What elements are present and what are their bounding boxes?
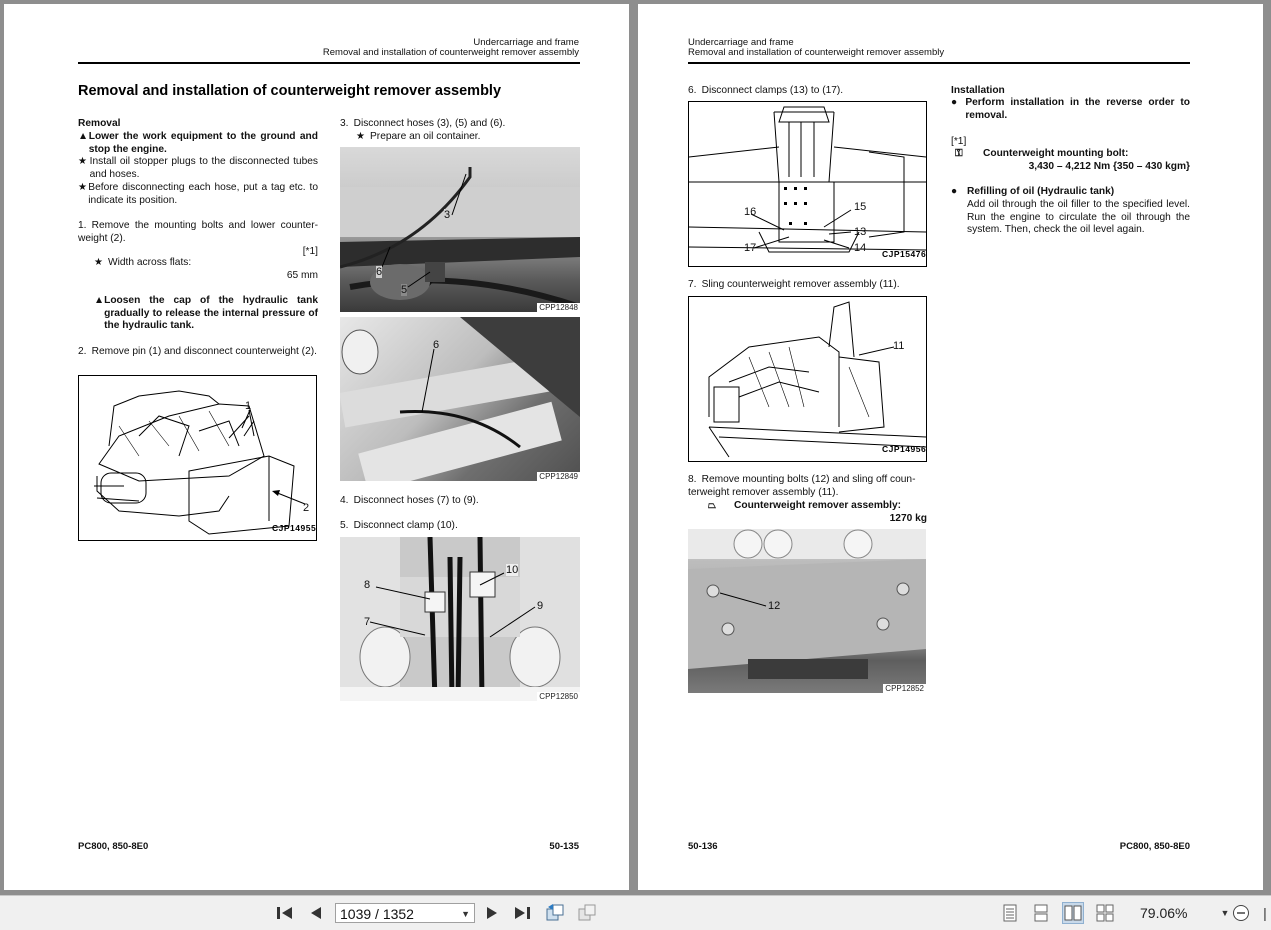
callout-8: 8 xyxy=(364,579,371,591)
warning-note xyxy=(78,131,318,156)
page-header xyxy=(179,38,579,58)
hoses-photo-drawing xyxy=(340,147,580,312)
clamp-photo-drawing xyxy=(340,537,580,701)
zoom-dropdown-chevron-icon[interactable]: ▼ xyxy=(1220,908,1230,918)
warning-note xyxy=(94,295,318,333)
viewer-toolbar xyxy=(0,895,1271,930)
go-forward-view-icon[interactable] xyxy=(576,902,598,924)
two-page-continuous-view-icon[interactable] xyxy=(1094,902,1116,924)
two-page-view-icon[interactable] xyxy=(1062,902,1084,924)
header-subsection: Removal and installation of counterweight remover assembly xyxy=(688,47,945,58)
first-page-icon[interactable] xyxy=(274,902,296,924)
installation-bullet-text: Perform installation in the reverse order to removal. xyxy=(965,97,1190,121)
header-rule xyxy=(688,62,1190,64)
star-note-text: Before disconnecting each hose, put a tag etc. to indicate its position. xyxy=(88,182,318,206)
step-3-star-text: Prepare an oil container. xyxy=(370,131,481,142)
mounting-bolts-photo-drawing xyxy=(688,529,926,693)
step-3: 3. Disconnect hoses (3), (5) and (6). xyxy=(340,118,506,129)
refill-text: Add oil through the oil filler to the specified level. Run the engine to circulate the oil through the system. Then, check the oil level again. xyxy=(967,199,1190,236)
star-icon: ★ xyxy=(356,131,366,142)
step-1-star xyxy=(94,257,191,270)
header-section: Undercarriage and frame xyxy=(473,37,579,48)
installation-bullet xyxy=(951,97,1190,122)
prev-page-icon[interactable] xyxy=(305,902,327,924)
page-header xyxy=(688,38,1088,58)
star-icon: ★ xyxy=(78,156,88,167)
counterweight-drawing xyxy=(79,376,316,540)
step-1-reference: [*1] xyxy=(302,246,318,257)
weight-note xyxy=(708,500,901,513)
hoses-photo xyxy=(340,147,580,312)
header-section: Undercarriage and frame xyxy=(688,37,794,48)
weight-label: Counterweight remover assembly: xyxy=(734,500,902,511)
sling-drawing xyxy=(689,297,926,461)
callout-6: 6 xyxy=(433,339,440,351)
callout-11: 11 xyxy=(893,340,905,352)
star-note-text: Install oil stopper plugs to the disconnected tubes and hoses. xyxy=(89,156,318,180)
step-1-value: 65 mm xyxy=(286,270,318,281)
torque-label: Counterweight mounting bolt: xyxy=(983,148,1129,159)
warning-text: Lower the work equipment to the ground and stop the engine. xyxy=(88,131,318,155)
figure-caption: CJP15476 xyxy=(882,249,927,259)
step-8: 8. Remove mounting bolts (12) and sling off coun-terweight remover assembly (11). xyxy=(688,474,916,498)
clamp-photo xyxy=(340,537,580,701)
go-back-view-icon[interactable] xyxy=(544,902,566,924)
zoom-in-partial-icon[interactable]: | xyxy=(1263,905,1267,921)
refill-heading-row xyxy=(951,186,1190,199)
photo-caption: CPP12850 xyxy=(539,692,578,701)
footer-model: PC800, 850-8E0 xyxy=(1119,841,1190,852)
wrench-icon: ⚿ xyxy=(955,148,963,159)
torque-note xyxy=(955,148,1128,161)
warning-icon: ▲ xyxy=(78,131,89,142)
callout-13: 13 xyxy=(854,226,867,238)
page-50-136 xyxy=(638,4,1263,890)
callout-6: 6 xyxy=(376,266,383,278)
step-3-star xyxy=(356,131,480,144)
zoom-level[interactable]: 79.06% xyxy=(1140,905,1188,921)
callout-16: 16 xyxy=(744,206,757,218)
step-7: 7. Sling counterweight remover assembly (11). xyxy=(688,279,900,290)
callout-9: 9 xyxy=(537,600,544,612)
clamps-figure xyxy=(688,101,927,267)
photo-caption: CPP12849 xyxy=(539,472,578,481)
photo-caption: CPP12852 xyxy=(885,684,924,693)
warning-icon: ▲ xyxy=(94,295,105,306)
bullet-icon: ● xyxy=(951,97,958,108)
last-page-icon[interactable] xyxy=(511,902,533,924)
step-1: 1. Remove the mounting bolts and lower counter-weight (2). xyxy=(78,220,318,244)
callout-15: 15 xyxy=(854,201,867,213)
footer-page-number: 50-136 xyxy=(688,841,718,852)
step-4: 4. Disconnect hoses (7) to (9). xyxy=(340,495,479,506)
weight-value: 1270 kg xyxy=(889,513,927,524)
zoom-out-icon[interactable] xyxy=(1230,902,1252,924)
hose-6-photo-drawing xyxy=(340,317,580,481)
star-icon: ★ xyxy=(94,257,104,268)
page-50-135 xyxy=(4,4,629,890)
installation-heading: Installation xyxy=(951,85,1005,96)
chevron-down-icon[interactable]: ▼ xyxy=(461,909,470,919)
step-2: 2. Remove pin (1) and disconnect counterweight (2). xyxy=(78,346,317,357)
star-icon: ★ xyxy=(78,182,88,193)
figure-caption: CJP14956 xyxy=(882,444,927,454)
footer-model: PC800, 850-8E0 xyxy=(78,841,149,852)
removal-heading: Removal xyxy=(78,118,121,129)
page-number-field[interactable] xyxy=(335,903,475,923)
sling-figure xyxy=(688,296,927,462)
callout-1: 1 xyxy=(245,400,252,412)
installation-reference: [*1] xyxy=(951,136,967,147)
continuous-view-icon[interactable] xyxy=(1030,902,1052,924)
bullet-icon: ● xyxy=(951,186,958,197)
torque-value: 3,430 – 4,212 Nm {350 – 430 kgm} xyxy=(1028,161,1190,172)
refill-heading: Refilling of oil (Hydraulic tank) xyxy=(967,186,1115,197)
single-page-view-icon[interactable] xyxy=(999,902,1021,924)
callout-3: 3 xyxy=(444,209,451,221)
callout-10: 10 xyxy=(506,564,519,576)
header-rule xyxy=(78,62,580,64)
figure-caption: CJP14955 xyxy=(272,523,317,533)
header-subsection: Removal and installation of counterweight remover assembly xyxy=(322,47,579,58)
step-6: 6. Disconnect clamps (13) to (17). xyxy=(688,85,844,96)
callout-14: 14 xyxy=(854,242,867,254)
weight-icon: ⏢ xyxy=(708,500,717,511)
clamps-drawing xyxy=(689,102,926,266)
page-title: Removal and installation of counterweight remover assembly xyxy=(78,83,502,99)
step-1-star-text: Width across flats: xyxy=(108,257,192,268)
callout-17: 17 xyxy=(744,242,757,254)
counterweight-figure xyxy=(78,375,317,541)
warning-text: Loosen the cap of the hydraulic tank gradually to release the internal pressure of the hydraulic tank. xyxy=(104,295,318,332)
star-note xyxy=(78,182,318,207)
next-page-icon[interactable] xyxy=(481,902,503,924)
callout-12: 12 xyxy=(768,600,781,612)
page-number-value: 1039 / 1352 xyxy=(340,906,414,922)
callout-7: 7 xyxy=(364,616,371,628)
callout-5: 5 xyxy=(401,284,408,296)
hose-6-photo xyxy=(340,317,580,481)
star-note xyxy=(78,156,318,181)
callout-2: 2 xyxy=(303,502,310,514)
footer-page-number: 50-135 xyxy=(549,841,579,852)
step-5: 5. Disconnect clamp (10). xyxy=(340,520,458,531)
mounting-bolts-photo xyxy=(688,529,926,693)
photo-caption: CPP12848 xyxy=(539,303,578,312)
